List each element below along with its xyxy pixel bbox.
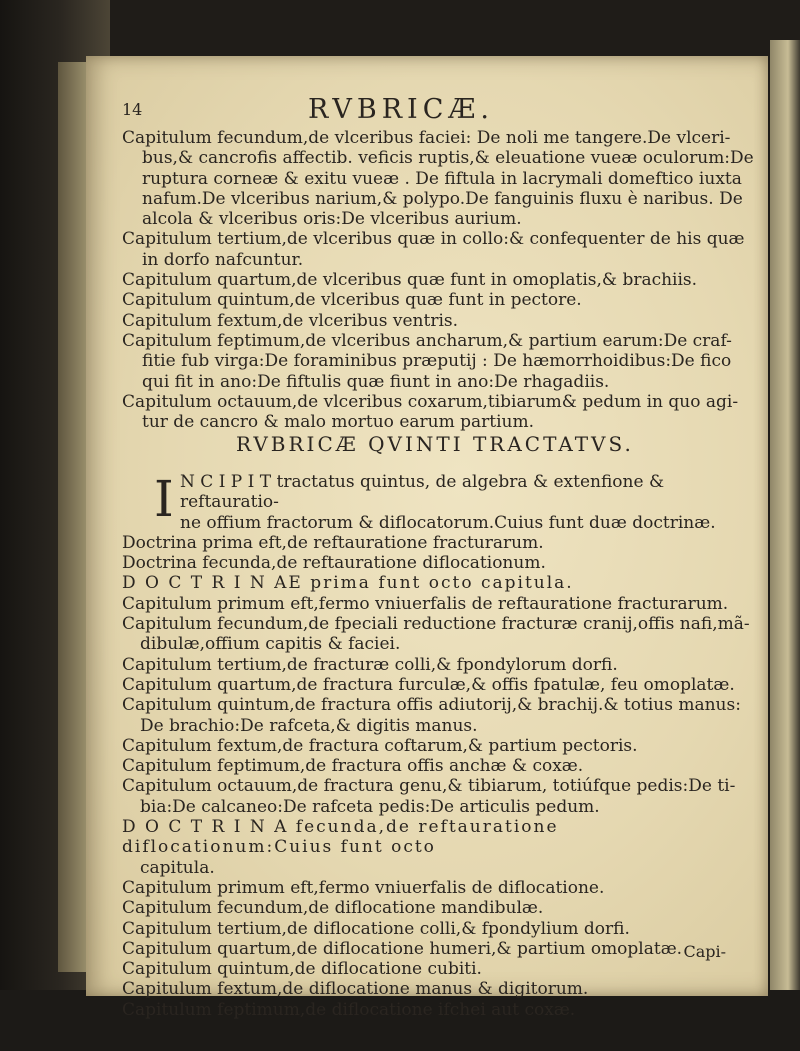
- book-page: [86, 56, 768, 1020]
- doctrine-heading: D O C T R I N AE prima funt octo capitula.: [122, 573, 574, 594]
- text-line: bia:De calcaneo:De rafceta pedis:De articulis pedum.: [140, 796, 600, 817]
- text-line: Capitulum tertium,de diflocatione colli,& fpondylium dorfi.: [122, 918, 630, 939]
- doctrine-heading: D O C T R I N A fecunda,de reftauratione diflocationum:Cuius funt octo: [122, 817, 559, 858]
- text-line: in dorfo nafcuntur.: [142, 249, 304, 270]
- text-line: nafum.De vlceribus narium,& polypo.De fanguinis fluxu è naribus. De: [142, 188, 743, 209]
- text-line: Capitulum fextum,de vlceribus ventris.: [122, 310, 459, 331]
- text-line: Capitulum octauum,de fractura genu,& tibiarum, totiúfque pedis:De ti-: [122, 776, 736, 797]
- text-line: fitie fub virga:De foraminibus præputij : De hæmorrhoidibus:De fico: [142, 351, 732, 372]
- text-line: tur de cancro & malo mortuo earum partium.: [142, 412, 534, 433]
- text-line: Capitulum primum eft,fermo vniuerfalis de reftauratione fracturarum.: [122, 593, 729, 614]
- text-line: Capitulum fecundum,de diflocatione mandibulæ.: [122, 898, 544, 919]
- text-line: N C I P I T tractatus quintus, de algebra & extenfione & reftauratio-: [180, 472, 665, 513]
- text-line: Capitulum feptimum,de fractura offis anchæ & coxæ.: [122, 756, 584, 777]
- text-line: Capitulum quartum,de fractura furculæ,& offis fpatulæ, feu omoplatæ.: [122, 674, 735, 695]
- text-line: Capitulum quartum,de vlceribus quæ funt in omoplatis,& brachiis.: [122, 270, 698, 291]
- text-line: Doctrina fecunda,de reftauratione diflocationum.: [122, 553, 546, 574]
- tractatus-contents: [122, 472, 762, 1020]
- text-line: Capitulum fextum,de fractura coftarum,& partium pectoris.: [122, 735, 638, 756]
- text-line: Capitulum octauum,de vlceribus coxarum,tibiarum& pedum in quo agi-: [122, 391, 739, 412]
- text-line: Capitulum feptimum,de diflocatione ifchei aut coxæ.: [122, 999, 576, 1020]
- text-line: Capitulum fecundum,de fpeciali reductione fracturæ cranij,offis nafi,mã-: [122, 614, 750, 635]
- text-line: dibulæ,offium capitis & faciei.: [140, 634, 401, 655]
- text-line: Capitulum primum eft,fermo vniuerfalis de diflocatione.: [122, 877, 605, 898]
- text-line: Capitulum fextum,de diflocatione manus & digitorum.: [122, 979, 589, 1000]
- text-line: ruptura corneæ & exitu vueæ . De fiftula in lacrymali domeftico iuxta: [142, 168, 742, 189]
- page-number: 14: [122, 100, 143, 119]
- text-line: Capitulum quintum,de diflocatione cubiti.: [122, 959, 482, 980]
- text-line: De brachio:De rafceta,& digitis manus.: [140, 715, 478, 736]
- running-head: RVBRICÆ.: [308, 94, 494, 125]
- section-title: RVBRICÆ QVINTI TRACTATVS.: [236, 432, 634, 456]
- text-line: Capitulum tertium,de fracturæ colli,& fpondylorum dorfi.: [122, 654, 618, 675]
- text-line: alcola & vlceribus oris:De vlceribus aurium.: [142, 209, 522, 230]
- text-line: Doctrina prima eft,de reftauratione fracturarum.: [122, 532, 544, 553]
- text-line: Capitulum fecundum,de vlceribus faciei: De noli me tangere.De vlceri-: [122, 128, 731, 148]
- text-line: capitula.: [140, 857, 215, 878]
- text-line: bus,& cancrofis affectib. veficis ruptis,& eleuatione vueæ oculorum:De: [142, 148, 754, 169]
- text-line: Capitulum quintum,de vlceribus quæ funt in pectore.: [122, 290, 582, 311]
- text-line: Capitulum quintum,de fractura offis adiutorij,& brachij.& totius manus:: [122, 695, 741, 716]
- text-line: ne offium fractorum & diflocatorum.Cuius funt duæ doctrinæ.: [180, 512, 716, 533]
- page-header: [122, 92, 738, 125]
- page-fore-edge: [770, 40, 800, 1000]
- drop-initial: I: [154, 470, 174, 528]
- upper-chapter-list: [122, 128, 762, 432]
- catchword: Capi-: [683, 942, 726, 961]
- text-line: Capitulum quartum,de diflocatione humeri,& partium omoplatæ.: [122, 938, 683, 959]
- text-line: Capitulum tertium,de vlceribus quæ in collo:& confequenter de his quæ: [122, 229, 745, 250]
- text-line: Capitulum feptimum,de vlceribus ancharum,& partium earum:De craf-: [122, 330, 732, 351]
- text-line: qui fit in ano:De fiftulis quæ fiunt in ano:De rhagadiis.: [142, 371, 610, 392]
